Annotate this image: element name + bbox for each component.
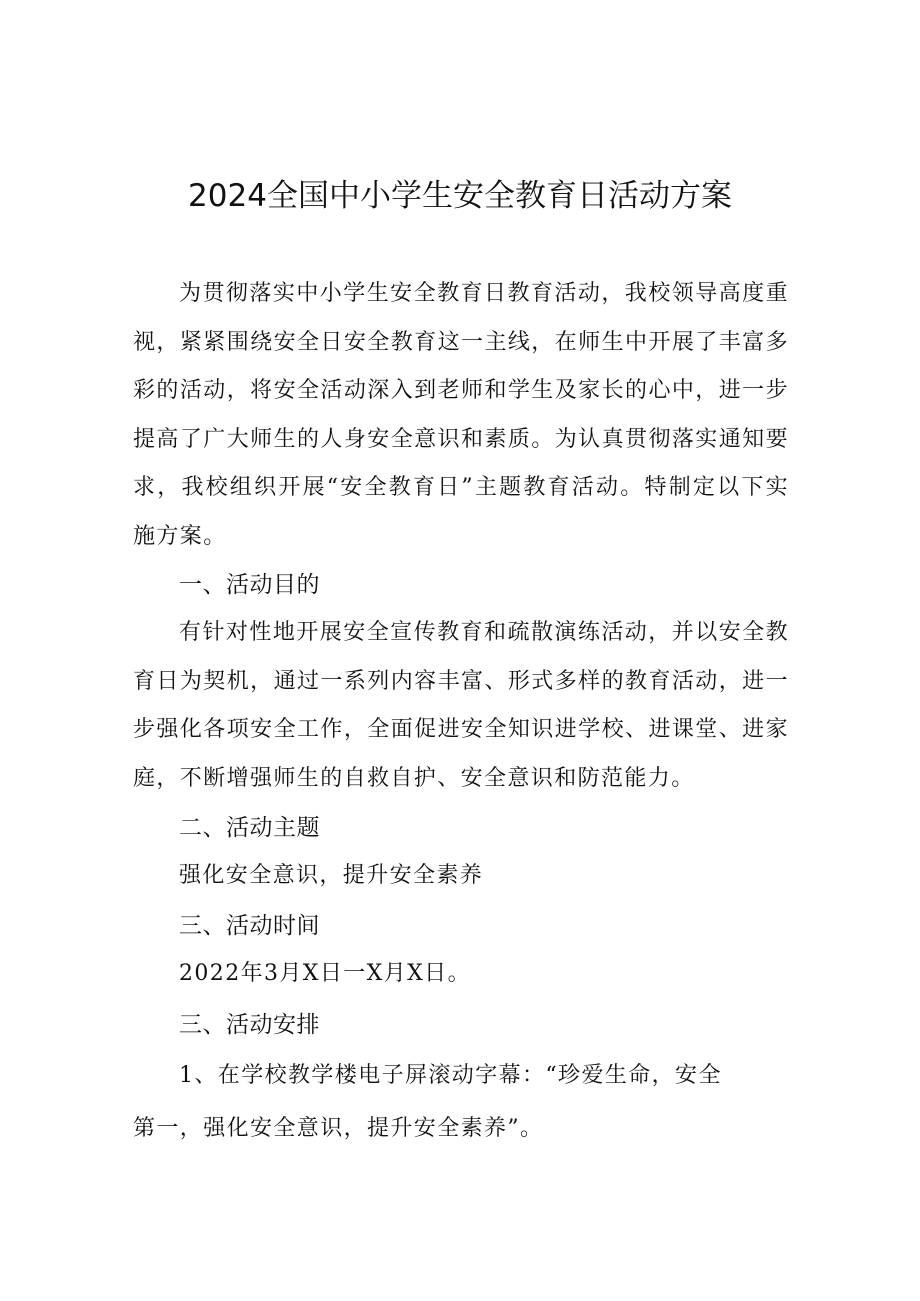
intro-paragraph: 为贯彻落实中小学生安全教育日教育活动，我校领导高度重视，紧紧围绕安全日安全教育这一主线，在师生中开展了丰富多彩的活动，将安全活动深入到老师和学生及家长的心中，进一步提高了广大师生的人身安全意识和素质。为认真贯彻落实通知要求，我校组织开展“安全教育日”主题教育活动。特制定以下实施方案。 xyxy=(133,281,789,549)
section-heading-purpose: 一、活动目的 xyxy=(179,572,320,598)
section-heading-theme: 二、活动主题 xyxy=(179,815,320,841)
section-time-content: 2022年3月X日一X月X日。 xyxy=(179,961,471,986)
section-theme-content: 强化安全意识，提升安全素养 xyxy=(179,863,484,888)
document-title: 2024全国中小学生安全教育日活动方案 xyxy=(188,178,732,214)
arrangement-item-1-line-2: 第一，强化安全意识，提升安全素养”。 xyxy=(133,1116,544,1141)
section-heading-time: 三、活动时间 xyxy=(179,913,320,939)
section-heading-arrangement: 三、活动安排 xyxy=(179,1012,320,1038)
section-purpose-content: 有针对性地开展安全宣传教育和疏散演练活动，并以安全教育日为契机，通过一系列内容丰富、形式多样的教育活动，进一步强化各项安全工作，全面促进安全知识进学校、进课堂、进家庭，不断增强师生的自救自护、安全意识和防范能力。 xyxy=(133,620,789,791)
arrangement-item-1-line-1: 1、在学校教学楼电子屏滚动字幕：“珍爱生命，安全 xyxy=(179,1063,722,1088)
